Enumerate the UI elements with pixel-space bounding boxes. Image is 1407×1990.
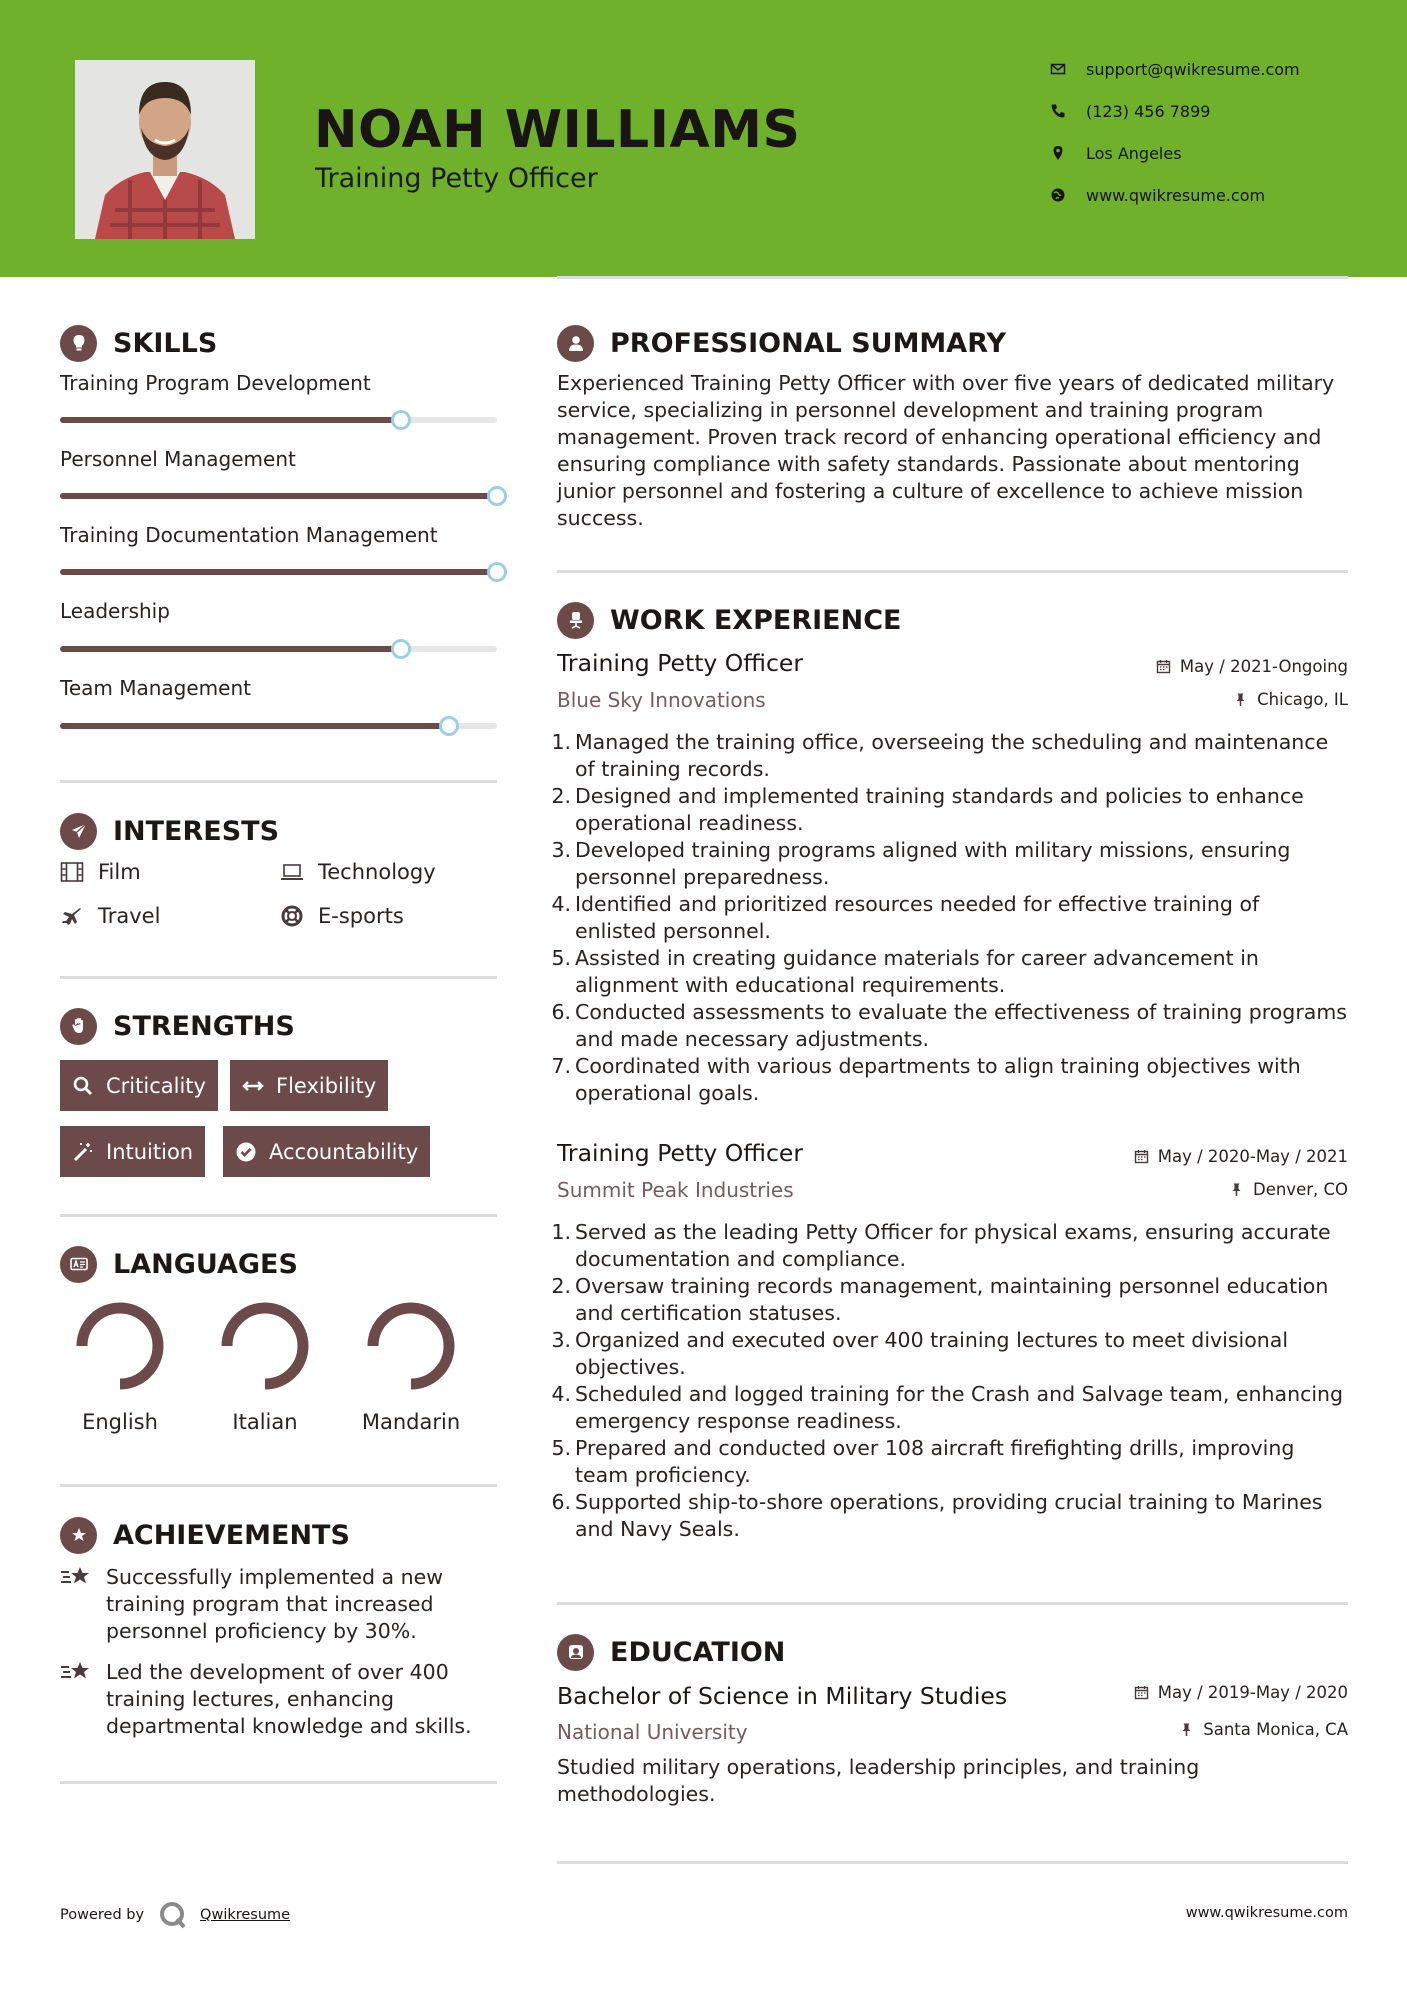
contact-phone[interactable] (1050, 99, 1210, 123)
calendar-icon (1134, 1685, 1149, 1700)
list-number: 7. (551, 1054, 571, 1078)
office-chair-icon (557, 602, 594, 639)
summary-heading: PROFESSIONAL SUMMARY (610, 327, 1007, 359)
skill-level-bar (60, 646, 497, 652)
language-proficiency-ring (365, 1300, 457, 1392)
proficiency-arc (82, 1308, 158, 1384)
job-responsibilities-list (551, 1219, 1347, 1543)
contact-location (1050, 141, 1182, 165)
job-location-text: Denver, CO (1252, 1180, 1348, 1199)
skill-name: Leadership (60, 599, 170, 623)
contact-phone-text: (123) 456 7899 (1086, 101, 1211, 121)
list-item (551, 999, 1347, 1053)
paper-plane-icon (60, 813, 97, 850)
education-dates (1134, 1683, 1348, 1702)
search-icon (72, 1075, 94, 1097)
section-divider (60, 1781, 497, 1784)
list-number: 3. (551, 838, 571, 862)
list-item-text: Assisted in creating guidance materials for career advancement in alignment with educational requirements. (575, 946, 1259, 997)
list-number: 4. (551, 892, 571, 916)
achievements-heading: ACHIEVEMENTS (113, 1519, 350, 1551)
profile-photo (75, 60, 255, 239)
list-item-text: Developed training programs aligned with military missions, ensuring personnel preparedness. (575, 838, 1291, 889)
interest-label: Technology (318, 860, 436, 884)
job-title: Training Petty Officer (557, 1139, 804, 1167)
list-item-text: Conducted assessments to evaluate the effectiveness of training programs and made necessary adjustments. (575, 1000, 1347, 1051)
job-title: Training Petty Officer (557, 649, 804, 677)
list-item (551, 1327, 1347, 1381)
job-location (1229, 1180, 1348, 1199)
list-number: 6. (551, 1490, 571, 1514)
skill-level-knob (439, 716, 459, 736)
achievement-item (60, 1564, 500, 1645)
qwikresume-link[interactable]: Qwikresume (200, 1907, 291, 1923)
contact-location-text: Los Angeles (1086, 143, 1182, 163)
interest-item-travel (60, 904, 160, 928)
shooting-star-icon (60, 1562, 92, 1592)
education-description: Studied military operations, leadership principles, and training methodologies. (557, 1755, 1200, 1806)
skill-name: Team Management (60, 676, 251, 700)
education-location (1179, 1720, 1348, 1739)
contact-email[interactable] (1050, 57, 1300, 81)
skill-name: Training Documentation Management (60, 523, 438, 547)
contact-website-text: www.qwikresume.com (1086, 185, 1266, 205)
education-degree: Bachelor of Science in Military Studies (557, 1682, 1008, 1710)
strengths-section-header (60, 1007, 295, 1045)
achievements-section-header (60, 1516, 350, 1554)
skills-section-header (60, 324, 217, 362)
calendar-icon (1156, 659, 1171, 674)
skill-name: Training Program Development (60, 371, 371, 395)
skill-level-bar (60, 569, 497, 575)
contact-website[interactable] (1050, 183, 1265, 207)
qwikresume-logo-icon (158, 1900, 188, 1930)
list-item (551, 1381, 1347, 1435)
list-item (551, 1435, 1347, 1489)
list-number: 4. (551, 1382, 571, 1406)
list-item-text: Served as the leading Petty Officer for physical exams, ensuring accurate documentation and compliance. (575, 1220, 1331, 1271)
section-divider (557, 1861, 1348, 1864)
section-divider (557, 570, 1348, 573)
section-divider (60, 1484, 497, 1487)
skills-heading: SKILLS (113, 327, 218, 359)
film-icon (60, 861, 84, 883)
language-label: Mandarin (361, 1410, 461, 1434)
interest-label: Film (98, 860, 141, 884)
raised-hand-icon (60, 1008, 97, 1045)
education-heading: EDUCATION (610, 1636, 786, 1668)
life-ring-icon (280, 905, 304, 927)
check-circle-icon (235, 1141, 257, 1163)
list-item (551, 837, 1347, 891)
skill-level-knob (391, 410, 411, 430)
strength-label: Accountability (269, 1139, 419, 1164)
laptop-icon (280, 861, 304, 883)
interests-heading: INTERESTS (113, 815, 280, 847)
education-location-text: Santa Monica, CA (1203, 1720, 1348, 1739)
list-item-text: Oversaw training records management, maintaining personnel education and certification statuses. (575, 1274, 1329, 1325)
interests-section-header (60, 812, 279, 850)
candidate-name: NOAH WILLIAMS (314, 100, 801, 160)
candidate-title: Training Petty Officer (315, 163, 598, 194)
skill-level-fill (60, 723, 449, 729)
magic-wand-icon (72, 1141, 94, 1163)
phone-icon (1050, 103, 1066, 119)
list-item (551, 1273, 1347, 1327)
skill-level-knob (391, 639, 411, 659)
language-label: English (82, 1410, 158, 1434)
list-number: 5. (551, 946, 571, 970)
list-number: 2. (551, 784, 571, 808)
star-badge-icon (60, 1517, 97, 1554)
list-number: 6. (551, 1000, 571, 1024)
language-proficiency-ring (74, 1300, 166, 1392)
education-dates-text: May / 2019-May / 2020 (1157, 1683, 1348, 1702)
section-divider (557, 276, 1348, 279)
job-company: Blue Sky Innovations (557, 688, 766, 712)
strength-label: Flexibility (276, 1073, 377, 1098)
section-divider (60, 1214, 497, 1217)
list-item (551, 1489, 1347, 1543)
lightbulb-icon (60, 325, 97, 362)
proficiency-arc (373, 1308, 449, 1384)
skill-level-knob (487, 486, 507, 506)
education-section-header (557, 1633, 785, 1671)
language-item (70, 1300, 170, 1434)
list-item-text: Supported ship-to-shore operations, providing crucial training to Marines and Navy Seals. (575, 1490, 1323, 1541)
job-dates (1134, 1147, 1348, 1166)
list-number: 3. (551, 1328, 571, 1352)
list-number: 1. (551, 1220, 571, 1244)
calendar-icon (1134, 1149, 1149, 1164)
skill-level-fill (60, 646, 401, 652)
powered-by-text: Powered by (60, 1907, 145, 1923)
job-dates-text: May / 2021-Ongoing (1179, 657, 1348, 676)
strength-label: Criticality (106, 1073, 206, 1098)
list-item (551, 729, 1347, 783)
list-item-text: Managed the training office, overseeing the scheduling and maintenance of training records. (575, 730, 1329, 781)
languages-heading: LANGUAGES (113, 1248, 298, 1280)
summary-text: Experienced Training Petty Officer with over five years of dedicated military service, specializing in personnel development and training program management. Proven track record of enhancing operational efficiency and ensuring compliance with safety standards. Passionate about mentoring junior personnel and fostering a culture of excellence to achieve mission success. (557, 371, 1335, 530)
list-number: 5. (551, 1436, 571, 1460)
strength-badge-criticality (60, 1060, 218, 1111)
arrows-horizontal-icon (242, 1075, 264, 1097)
shooting-star-icon (60, 1657, 92, 1687)
language-label: Italian (232, 1410, 298, 1434)
list-item (551, 1053, 1347, 1107)
plane-icon (60, 905, 84, 927)
list-item-text: Prepared and conducted over 108 aircraft firefighting drills, improving team proficiency. (575, 1436, 1295, 1487)
footer-website[interactable]: www.qwikresume.com (1185, 1905, 1348, 1921)
list-item (551, 945, 1347, 999)
skill-level-knob (487, 562, 507, 582)
work-section-header (557, 601, 901, 639)
map-pin-icon (1050, 145, 1066, 161)
skill-level-fill (60, 569, 497, 575)
graduate-icon (557, 1634, 594, 1671)
skill-level-fill (60, 417, 401, 423)
person-photo-image (75, 60, 255, 239)
list-item (551, 783, 1347, 837)
resume-header (0, 0, 1407, 277)
user-icon (557, 325, 594, 362)
globe-icon (1050, 187, 1066, 203)
footer-powered-by (60, 1900, 290, 1930)
job-dates (1156, 657, 1348, 676)
list-item (551, 891, 1347, 945)
skill-level-fill (60, 493, 497, 499)
job-responsibilities-list (551, 729, 1347, 1107)
skill-level-bar (60, 417, 497, 423)
list-item (551, 1219, 1347, 1273)
skill-level-bar (60, 493, 497, 499)
section-divider (60, 780, 497, 783)
interest-item-film (60, 860, 141, 884)
list-item-text: Identified and prioritized resources needed for effective training of enlisted personnel. (575, 892, 1260, 943)
strength-badge-flexibility (230, 1060, 388, 1111)
achievement-text: Led the development of over 400 training lectures, enhancing departmental knowledge and skills. (106, 1660, 472, 1738)
strength-label: Intuition (106, 1139, 194, 1164)
skill-level-bar (60, 723, 497, 729)
language-item (361, 1300, 461, 1434)
achievement-text: Successfully implemented a new training program that increased personnel proficiency by 30%. (106, 1565, 443, 1643)
list-item-text: Organized and executed over 400 training lectures to meet divisional objectives. (575, 1328, 1289, 1379)
pushpin-icon (1229, 1182, 1244, 1197)
job-location (1233, 690, 1348, 709)
interest-label: E-sports (318, 904, 404, 928)
language-proficiency-ring (219, 1300, 311, 1392)
languages-section-header (60, 1245, 298, 1283)
work-heading: WORK EXPERIENCE (610, 604, 902, 636)
contact-email-text: support@qwikresume.com (1086, 59, 1300, 79)
job-company: Summit Peak Industries (557, 1178, 794, 1202)
envelope-icon (1050, 61, 1066, 77)
list-item-text: Scheduled and logged training for the Crash and Salvage team, enhancing emergency response readiness. (575, 1382, 1344, 1433)
proficiency-arc (227, 1308, 303, 1384)
language-card-icon (60, 1246, 97, 1283)
skill-name: Personnel Management (60, 447, 296, 471)
list-item-text: Coordinated with various departments to align training objectives with operational goals. (575, 1054, 1301, 1105)
interest-item-technology (280, 860, 436, 884)
list-item-text: Designed and implemented training standards and policies to enhance operational readiness. (575, 784, 1304, 835)
summary-section-header (557, 324, 1006, 362)
language-item (215, 1300, 315, 1434)
pushpin-icon (1179, 1722, 1194, 1737)
interest-item-esports (280, 904, 404, 928)
job-location-text: Chicago, IL (1257, 690, 1348, 709)
achievement-item (60, 1659, 500, 1740)
list-number: 1. (551, 730, 571, 754)
strengths-heading: STRENGTHS (113, 1010, 295, 1042)
pushpin-icon (1233, 692, 1248, 707)
section-divider (60, 976, 497, 979)
education-school: National University (557, 1720, 748, 1744)
job-dates-text: May / 2020-May / 2021 (1157, 1147, 1348, 1166)
interest-label: Travel (98, 904, 161, 928)
section-divider (557, 1602, 1348, 1605)
strength-badge-accountability (223, 1126, 430, 1177)
strength-badge-intuition (60, 1126, 205, 1177)
list-number: 2. (551, 1274, 571, 1298)
